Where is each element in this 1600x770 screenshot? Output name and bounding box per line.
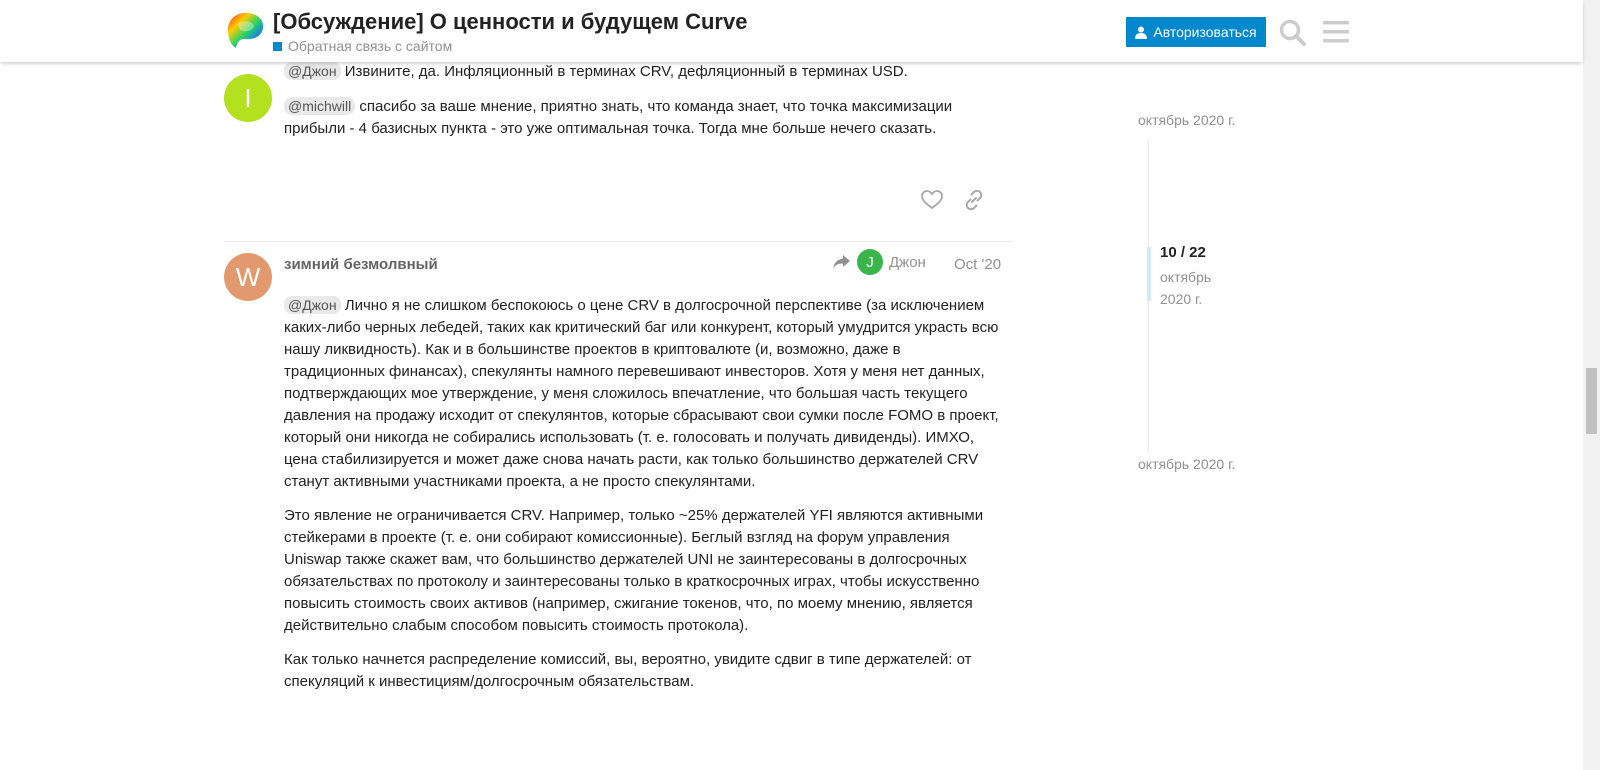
avatar[interactable]: I <box>224 74 272 122</box>
category-color-square <box>273 42 282 51</box>
page-scrollbar[interactable] <box>1583 0 1600 770</box>
post-body <box>284 294 1002 705</box>
hamburger-menu-icon[interactable] <box>1322 18 1350 46</box>
avatar[interactable]: W <box>224 253 272 301</box>
post-paragraph: @Джон Лично я не слишком беспокоюсь о цене CRV в долгосрочной перспективе (за исключением каких-либо черных лебедей, таких как критический баг или конкурент, который умудрится украсть всю нашу ликвидность). Как и в большинстве проектов в криптовалюте (и, возможно, даже в традиционных финансах), спекулянты намного перевешивают инвесторов. Хотя у меня нет данных, подтверждающих мое утверждение, у меня сложилось впечатление, что большая часть текущего давления на продажу исходит от спекулянтов, которые сбрасывают свои сумки после FOMO в проект, который они никогда не собирались использовать (т. е. голосовать и получать дивиденды). ИМХО, цена стабилизируется и может даже снова начать расти, как только большинство держателей CRV станут активными участниками проекта, а не просто спекулянтами. <box>284 297 999 490</box>
post-username[interactable]: зимний безмолвный <box>284 256 438 273</box>
like-heart-icon[interactable] <box>920 188 944 212</box>
reply-to-link[interactable] <box>833 249 926 275</box>
timeline-start-date[interactable]: октябрь 2020 г. <box>1138 112 1236 128</box>
site-header <box>0 0 1583 62</box>
reply-to-avatar: J <box>857 249 883 275</box>
post-date[interactable]: Oct '20 <box>954 256 1002 273</box>
mention-link[interactable]: @Джон <box>284 296 341 314</box>
post-divider <box>224 241 1012 242</box>
timeline-current-date: октябрь 2020 г. <box>1160 269 1212 307</box>
post-paragraph: @michwill спасибо за ваше мнение, приятно знать, что команда знает, что точка максимизации прибыли - 4 базисных пункта - это уже оптимальная точка. Тогда мне больше нечего сказать. <box>284 98 953 137</box>
reply-to-name: Джон <box>889 253 926 271</box>
timeline-end-date[interactable]: октябрь 2020 г. <box>1138 456 1236 472</box>
post-body <box>284 60 1002 152</box>
post-paragraph: Как только начнется распределение комиссий, вы, вероятно, увидите сдвиг в типе держателей: от спекуляций к инвестициям/долгосрочным обязательствам. <box>284 651 972 690</box>
mention-link[interactable]: @Джон <box>284 62 341 80</box>
search-icon[interactable] <box>1278 18 1306 46</box>
curve-logo-icon[interactable] <box>224 10 266 52</box>
category-link[interactable] <box>273 38 452 54</box>
timeline-counter: 10 / 22 <box>1160 244 1206 261</box>
login-button[interactable] <box>1126 17 1266 47</box>
user-icon <box>1135 26 1147 39</box>
reply-arrow-icon <box>833 254 851 270</box>
scrollbar-thumb[interactable] <box>1586 368 1597 434</box>
category-label: Обратная связь с сайтом <box>288 38 453 54</box>
mention-link[interactable]: @michwill <box>284 97 355 115</box>
post-paragraph: Это явление не ограничивается CRV. Например, только ~25% держателей YFI являются активными стейкерами в проекте (т. е. они собирают комиссионные). Беглый взгляд на форум управления Uniswap также скажет вам, что большинство держателей UNI не заинтересованы в долгосрочных обязательствах по протоколу и заинтересованы только в краткосрочных играх, чтобы искусственно повысить стоимость своих активов (например, сжигание токенов, что, по моему мнению, является действительно слабым способом повысить стоимость протокола). <box>284 507 984 634</box>
post-1 <box>224 62 1012 240</box>
post-2 <box>224 244 1012 764</box>
post-paragraph: @Джон Извините, да. Инфляционный в терминах CRV, дефляционный в терминах USD. <box>284 60 1002 83</box>
login-label: Авторизоваться <box>1153 24 1257 40</box>
timeline-handle[interactable] <box>1147 247 1151 301</box>
topic-title[interactable]: [Обсуждение] О ценности и будущем Curve <box>273 9 748 34</box>
share-link-icon[interactable] <box>962 188 986 212</box>
